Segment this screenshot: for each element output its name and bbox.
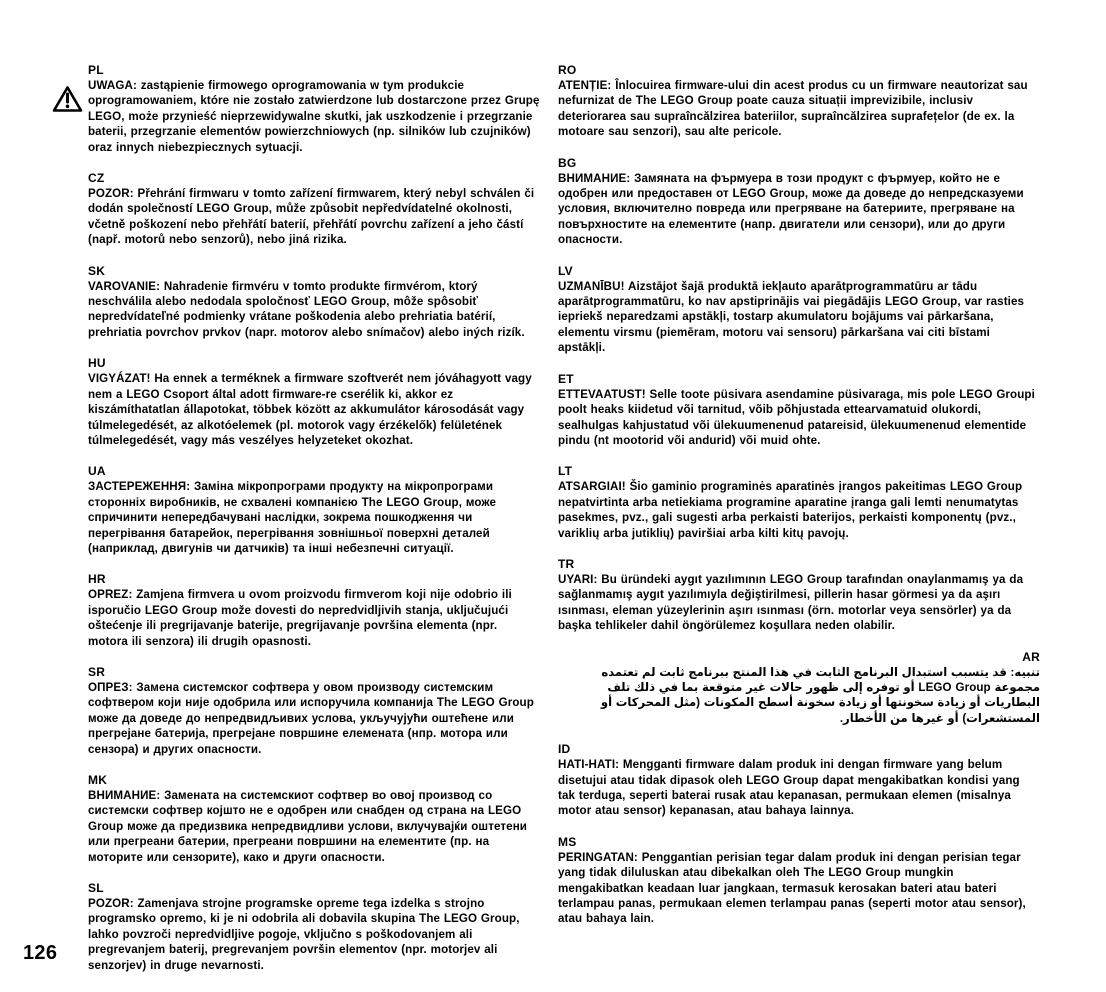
- lang-code-cz: CZ: [88, 171, 105, 186]
- left-column: [88, 63, 540, 989]
- lang-section-id: [558, 742, 1040, 819]
- lang-code-pl: PL: [88, 63, 104, 77]
- lang-code-hr: HR: [88, 572, 106, 587]
- lang-section-sl: [88, 881, 540, 973]
- lang-code-sl: SL: [88, 881, 104, 896]
- warning-text-tr: UYARI: Bu üründeki aygıt yazılımının LEGO Group tarafından onaylanmamış ya da sağlanmamış aygıt yazılımıyla değiştirilmesi, pillerin hasar görmesi ya da aşırı ısınması, eleman yüzeylerinin aşırı ısınması (örn. motorlar veya sensörler) ya da başka tehlikeler dahil öngörülemez koşullara neden olabilir.: [558, 572, 1024, 633]
- lang-code-lt: LT: [558, 464, 573, 479]
- lang-code-id: ID: [558, 742, 571, 757]
- warning-text-sr: ОПРЕЗ: Замена системског софтвера у овом производу системским софтвером који није одобрила или испоручила компанија The LEGO Group може да доведе до непредвидљивих услова, укључујући оштећене или прегрејане батерија, прегрејане површине елемената (нпр. мотора или сензора) и других опасности.: [88, 680, 534, 756]
- lang-section-ua: [88, 464, 540, 556]
- lang-section-mk: [88, 773, 540, 865]
- warning-text-ua: ЗАСТЕРЕЖЕННЯ: Заміна мікропрограми продукту на мікропрограми сторонніх виробників, не схвалені компанією The LEGO Group, може спричинити непередбачувані наслідки, зокрема пошкодження чи перегрівання батарейок, перегрівання зовнішньої поверхні деталей (наприклад, двигунів чи датчиків) та інші небезпечні ситуації.: [88, 480, 497, 555]
- lang-section-lv: [558, 264, 1040, 356]
- lang-section-cz: [88, 171, 540, 248]
- warning-text-hu: VIGYÁZAT! Ha ennek a terméknek a firmware szoftverét nem jóváhagyott vagy nem a LEGO Csoport által adott firmware-re cserélik ki, akkor ez kiszámíthatatlan állapotokat, többek között az akkumulátor károsodását vagy túlmelegedését, az alkotóelemek (pl. motorok vagy érzékelők) felületének túlmelegedését, vagy más veszélyes helyzeteket okozhat.: [88, 372, 532, 447]
- lang-code-sr: SR: [88, 664, 106, 679]
- right-column: [558, 63, 1040, 989]
- lang-section-tr: [558, 557, 1040, 634]
- lang-code-lv: LV: [558, 263, 573, 278]
- lang-code-ms: MS: [558, 834, 577, 849]
- warning-text-pl: UWAGA: zastąpienie firmowego oprogramowania w tym produkcie oprogramowaniem, które nie zostało zatwierdzone lub dostarczone przez Grupę LEGO, może przynieść nieprzewidywalne skutki, jak uszkodzenie i przegrzanie baterii, przegrzanie elementów powierzchniowych (np. silników lub czujników) oraz innych niebezpiecznych sytuacji.: [88, 79, 540, 154]
- warning-text-sl: POZOR: Zamenjava strojne programske opreme tega izdelka s strojno programsko opremo, ki je ni odobrila ali dobavila skupina The LEGO Group, lahko povzroči nepredvidljive pogoje, vključno s poškodovanjem ali pregrevanjem baterij, pregrevanjem površin elementov (npr. motorjev ali senzorjev) in druge nevarnosti.: [88, 897, 520, 972]
- warning-text-hr: OPREZ: Zamjena firmvera u ovom proizvodu firmverom koji nije odobrio ili isporučio LEGO Group može dovesti do nepredvidljivih stanja, uključujući oštećenje ili pregrijavanje baterije, pregrijavanje površina elementa (npr. motora ili senzora) ili drugih opasnosti.: [88, 588, 512, 648]
- lang-section-pl: [88, 63, 540, 155]
- page-number: 126: [23, 942, 58, 964]
- lang-section-ms: [558, 835, 1040, 927]
- lang-code-et: ET: [558, 371, 574, 386]
- warning-text-et: ETTEVAATUST! Selle toote püsivara asendamine püsivaraga, mis pole LEGO Groupi poolt heaks kiidetud või tarnitud, võib põhjustada ettearvamatuid olukordi, sealhulgas kahjustatud või ülekuumenenud patareisid, ülekuumenenud elementide pindu (nt mootorid või andurid) või muid ohte.: [558, 387, 1035, 447]
- lang-section-sk: [88, 264, 540, 341]
- warning-text-ar: تنبيه: قد يتسبب استبدال البرنامج الثابت في هذا المنتج ببرنامج ثابت لم تعتمده مجموعة LEGO Group أو توفره إلى ظهور حالات غير متوقعة بما في ذلك تلف البطاريات أو زيادة سخونتها أو زيادة سخونة أسطح المكونات (مثل المحركات أو المستشعرات) أو غيرها من الأخطار.: [600, 665, 1040, 725]
- warning-text-id: HATI-HATI: Mengganti firmware dalam produk ini dengan firmware yang belum disetujui atau tidak dipasok oleh LEGO Group dapat mengakibatkan kondisi yang tak terduga, seperti baterai rusak atau kepanasan, permukaan elemen (misalnya motor atau sensor) kepanasan, atau bahaya lainnya.: [558, 758, 1020, 818]
- lang-code-hu: HU: [88, 356, 106, 371]
- lang-section-et: [558, 372, 1040, 449]
- lang-code-sk: SK: [88, 263, 106, 278]
- lang-code-bg: BG: [558, 155, 577, 170]
- lang-section-hu: [88, 356, 540, 448]
- lang-code-ua: UA: [88, 464, 106, 479]
- warning-text-sk: VAROVANIE: Nahradenie firmvéru v tomto produkte firmvérom, ktorý neschválila alebo nedodala spoločnosť LEGO Group, môže spôsobiť nepredvídateľné podmienky vrátane poškodenia alebo prehriatia batérií, prehriatia povrchov prvkov (napr. motorov alebo snímačov) alebo iných rizík.: [88, 279, 525, 339]
- lang-section-ro: [558, 63, 1040, 140]
- warning-triangle-icon: [52, 85, 83, 113]
- lang-section-sr: [88, 665, 540, 757]
- warning-text-columns: [88, 63, 1040, 989]
- lang-section-bg: [558, 156, 1040, 248]
- lang-code-mk: MK: [88, 773, 108, 787]
- warning-text-lv: UZMANĪBU! Aizstājot šajā produktā iekļauto aparātprogrammatūru ar tādu aparātprogrammatūru, ko nav apstiprinājis vai piegādājis LEGO Group, var rasties iepriekš neparedzami apstākļi, tostarp akumulatoru bojājums vai pārkaršana, elementu virsmu (piemēram, motoru vai sensoru) pārkaršana vai citi bīstami apstākļi.: [558, 279, 1025, 355]
- lang-code-tr: TR: [558, 556, 575, 571]
- warning-text-bg: ВНИМАНИЕ: Замяната на фърмуера в този продукт с фърмуер, който не е одобрен или предоставен от LEGO Group, може да доведе до непредсказуеми условия, включително повреда или прегряване на батериите, прегряване на повърхностите на елементите (напр. двигатели или сензори), или до други опасности.: [558, 171, 1024, 247]
- lang-section-hr: [88, 572, 540, 649]
- lang-section-ar: [558, 650, 1040, 727]
- lang-code-ro: RO: [558, 63, 577, 77]
- warning-text-cz: POZOR: Přehrání firmwaru v tomto zařízení firmwarem, který nebyl schválen či dodán společností LEGO Group, může způsobit nepředvídatelné okolnosti, včetně poškození nebo přehřátí baterií, přehřátí povrchu zařízení a jeho částí (např. motorů nebo senzorů), nebo jiná rizika.: [88, 187, 535, 247]
- lang-section-lt: [558, 464, 1040, 541]
- warning-text-mk: ВНИМАНИЕ: Замената на системскиот софтвер во овој производ со системски софтвер којшто не е одобрен или снабден од страна на LEGO Group може да предизвика непредвидливи услови, вклучувајќи оштетени или прегреани батерии, прегреани површини на елементите (пр. на моторите или сензорите), како и други опасности.: [88, 789, 528, 864]
- lang-code-ar: AR: [1022, 649, 1040, 664]
- warning-text-lt: ATSARGIAI! Šio gaminio programinės aparatinės įrangos pakeitimas LEGO Group nepatvirtinta arba netiekiama programine aparatine įranga gali lemti nenumatytas pasekmes, pvz., gali sugesti arba perkaisti baterijos, perkaisti komponentų (pvz., variklių arba jutiklių) paviršiai arba kilti kitų pavojų.: [558, 480, 1023, 540]
- warning-text-ms: PERINGATAN: Penggantian perisian tegar dalam produk ini dengan perisian tegar yang tidak diluluskan atau dibekalkan oleh The LEGO Group mungkin mengakibatkan keadaan luar jangkaan, termasuk kerosakan bateri atau bateri terlampau panas, permukaan elemen terlampau panas (seperti motor atau sensor), atau bahaya lain.: [558, 850, 1026, 926]
- warning-text-ro: ATENȚIE: Înlocuirea firmware-ului din acest produs cu un firmware neautorizat sau nefurnizat de The LEGO Group poate cauza situații imprevizibile, inclusiv deteriorarea sau supraîncălzirea bateriilor, supraîncălzirea suprafețelor (de ex. la motoare sau senzori), sau alte pericole.: [558, 79, 1028, 139]
